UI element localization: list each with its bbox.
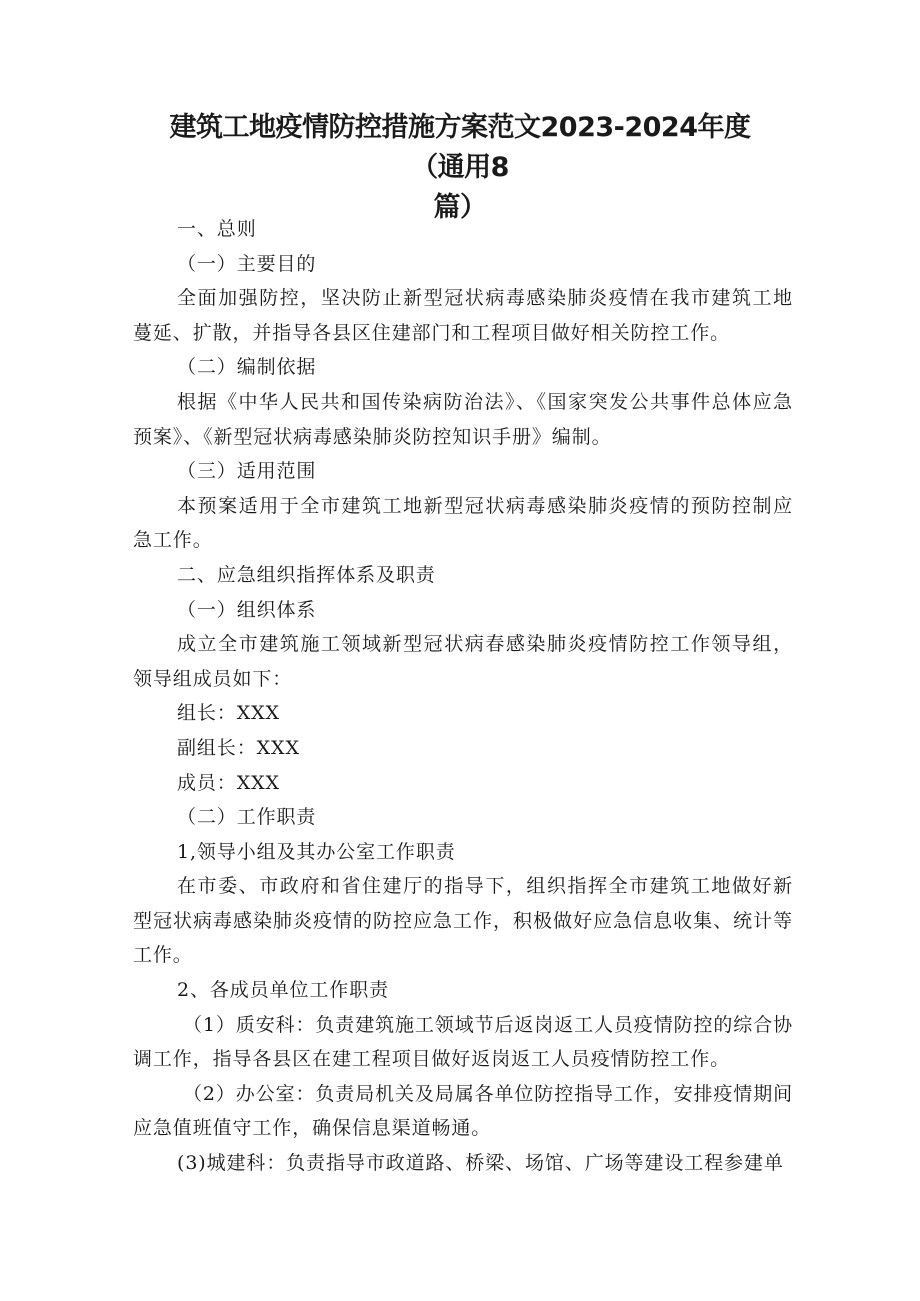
paragraph-leading-group-duties: 在市委、市政府和省住建厅的指导下，组织指挥全市建筑工地做好新型冠状病毒感染肺炎疫情的防控应急工作，积极做好应急信息收集、统计等工作。 [133, 875, 793, 967]
leader-line: 组长：XXX [177, 702, 280, 725]
paragraph-basis: 根据《中华人民共和国传染病防治法》、《国家突发公共事件总体应急预案》、《新型冠状病毒感染肺炎防控知识手册》编制。 [133, 390, 793, 448]
paragraph-office: （2）办公室：负责局机关及局属各单位防控指导工作，安排疫情期间应急值班值守工作，确保信息渠道畅通。 [133, 1082, 793, 1140]
subheading-leading-group-duties: 1,领导小组及其办公室工作职责 [177, 840, 456, 863]
subheading-duties: （二）工作职责 [177, 806, 317, 829]
subheading-member-unit-duties: 2、各成员单位工作职责 [177, 979, 389, 1002]
subheading-basis: （二）编制依据 [177, 356, 317, 379]
title-line-2: 篇） [433, 192, 487, 223]
paragraph-purpose: 全面加强防控，坚决防止新型冠状病毒感染肺炎疫情在我市建筑工地蔓延、扩散，并指导各县区住建部门和工程项目做好相关防控工作。 [133, 287, 793, 344]
title-line-1: 建筑工地疫情防控措施方案范文2023-2024年度（通用8 [169, 112, 751, 183]
subheading-scope: （三）适用范围 [177, 460, 317, 483]
heading-general: 一、总则 [177, 218, 257, 240]
document-body [133, 212, 793, 1181]
deputy-leader-line: 副组长：XXX [177, 736, 300, 759]
paragraph-org-system: 成立全市建筑施工领域新型冠状病春感染肺炎疫情防控工作领导组，领导组成员如下： [133, 633, 793, 690]
paragraph-quality-safety: （1）质安科：负责建筑施工领域节后返岗返工人员疫情防控的综合协调工作，指导各县区在建工程项目做好返岗返工人员疫情防控工作。 [133, 1013, 793, 1071]
subheading-org-system: （一）组织体系 [177, 598, 317, 621]
paragraph-scope: 本预案适用于全市建筑工地新型冠状病毒感染肺炎疫情的预防控制应急工作。 [133, 494, 793, 552]
subheading-purpose: （一）主要目的 [177, 252, 317, 275]
document-title [150, 108, 770, 228]
heading-organization: 二、应急组织指挥体系及职责 [177, 563, 436, 586]
member-line: 成员：XXX [177, 771, 280, 794]
paragraph-urban-construction: (3)城建科：负责指导市政道路、桥梁、场馆、广场等建设工程参建单 [177, 1152, 784, 1175]
